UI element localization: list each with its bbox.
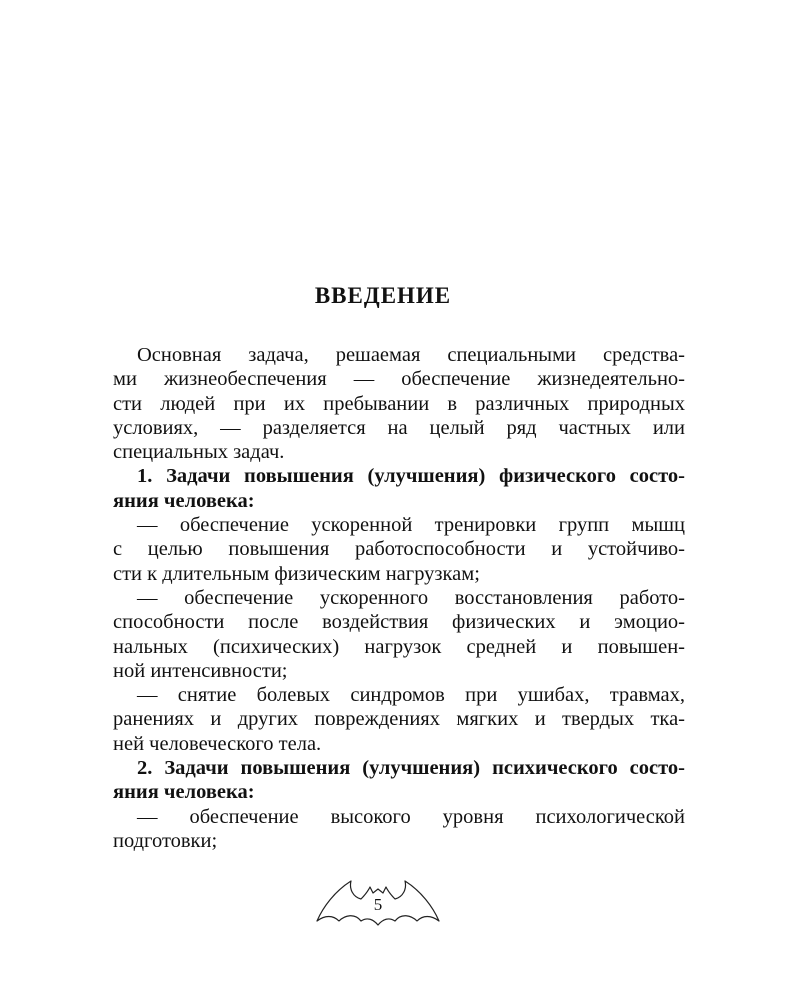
text-line: — обеспечение высокого уровня психологической [137,805,685,828]
section-heading-line: яния человека: [113,489,255,512]
chapter-heading: ВВЕДЕНИЕ [314,283,452,308]
text-line: способности после воздействия физических и эмоцио- [113,611,685,634]
text-line: ной интенсивности; [113,659,288,682]
page-number: 5 [373,895,383,914]
text-line: с целью повышения работоспособности и устойчиво- [113,538,685,561]
text-line: нальных (психических) нагрузок средней и повышен- [113,635,685,658]
text-line: специальных задач. [113,441,285,464]
section-heading-line: 1. Задачи повышения (улучшения) физического состо- [137,465,685,488]
text-line: — обеспечение ускоренного восстановления работо- [137,586,685,609]
body-text [113,343,685,853]
section-heading-line: 2. Задачи повышения (улучшения) психического состо- [137,757,685,780]
text-line: — обеспечение ускоренной тренировки групп мышц [137,514,685,537]
text-line: ми жизнеобеспечения — обеспечение жизнедеятельно- [113,368,685,391]
section-heading-line: яния человека: [113,781,255,804]
text-line: Основная задача, решаемая специальными средства- [137,344,685,366]
text-line: ранениях и других повреждениях мягких и твердых тка- [113,708,685,731]
text-line: подготовки; [113,829,218,852]
text-line: условиях, — разделяется на целый ряд частных или [113,416,685,439]
page-number-ornament [313,877,443,929]
text-line: сти людей при их пребывании в различных природных [113,392,685,415]
text-line: — снятие болевых синдромов при ушибах, травмах, [137,684,685,707]
text-line: ней человеческого тела. [113,732,322,755]
text-line: сти к длительным физическим нагрузкам; [113,562,480,585]
